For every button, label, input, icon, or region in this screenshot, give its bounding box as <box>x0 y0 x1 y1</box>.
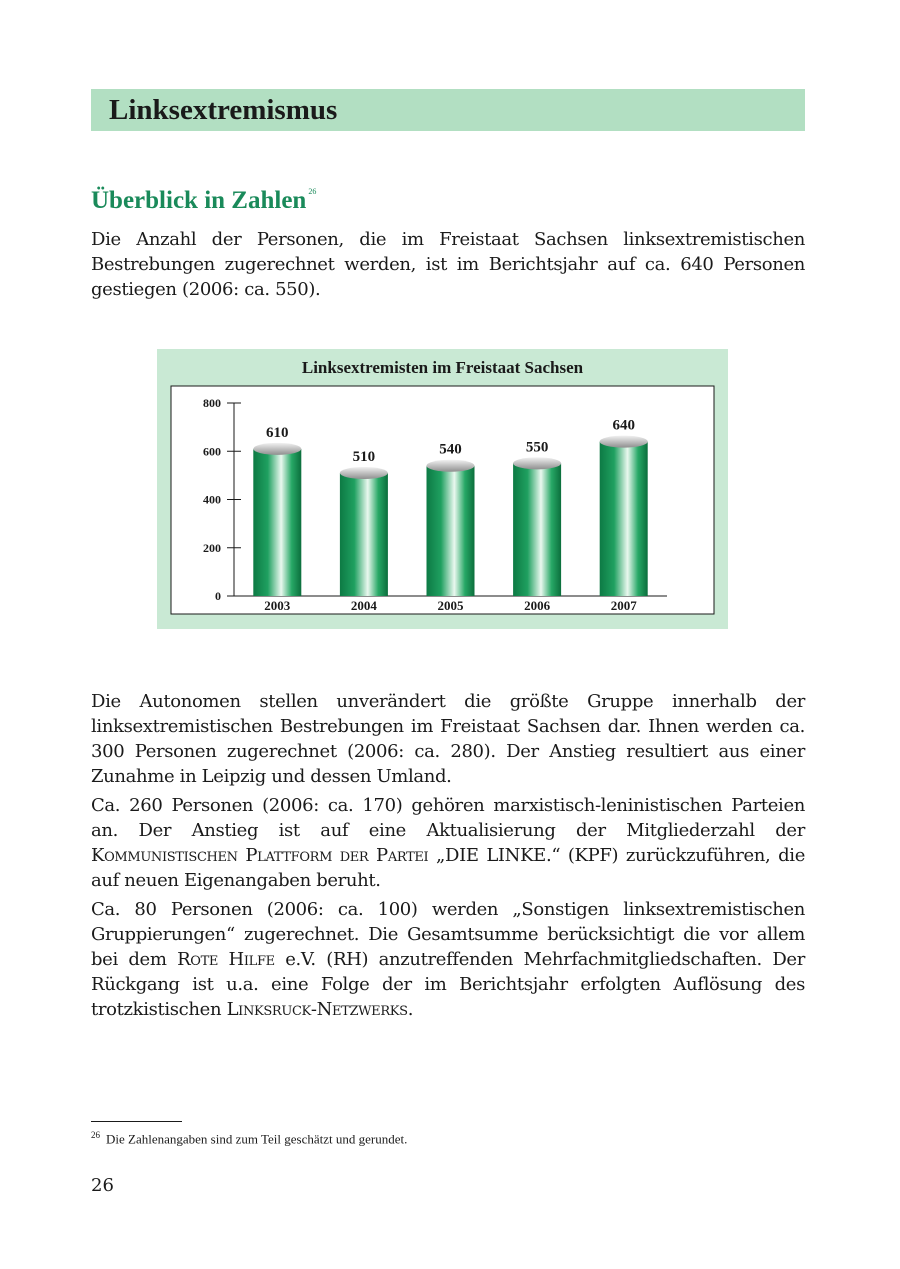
y-tick-label: 400 <box>203 492 221 507</box>
linksruck-name: Linksruck-Netzwerks <box>226 999 408 1020</box>
data-label: 540 <box>439 441 462 458</box>
bar <box>340 473 388 596</box>
bar-top <box>427 460 475 472</box>
y-tick-label: 0 <box>215 589 221 603</box>
data-label: 550 <box>525 439 549 456</box>
bar-top <box>600 436 648 448</box>
p4-text-b: e.V. (RH) anzutreffenden Mehrfachmitgliedschaften. Der Rückgang ist u.a. eine Folge der im Berichtsjahr erfolgten Auflösung des trotzkistischen <box>91 949 805 1020</box>
x-tick-label: 2004 <box>350 598 377 613</box>
data-label: 610 <box>266 424 289 441</box>
y-tick-label: 600 <box>203 444 221 459</box>
paragraph-parteien <box>91 793 805 893</box>
bar <box>600 442 648 596</box>
x-tick-label: 2003 <box>264 598 291 613</box>
data-label: 510 <box>352 448 376 465</box>
p3-text-b: „DIE LINKE.“ (KPF) zurückzuführen, die auf neuen Eigenangaben beruht. <box>91 845 805 891</box>
chart-panel <box>157 349 728 629</box>
bar-top <box>340 467 388 479</box>
subheading-text: Überblick in Zahlen <box>91 187 307 214</box>
bar <box>513 463 561 596</box>
x-tick-label: 2005 <box>437 598 464 613</box>
p4-text-c: . <box>407 999 414 1020</box>
paragraph-sonstige <box>91 897 805 1022</box>
footnote-number: 26 <box>91 1130 100 1140</box>
kpf-name: Kommunistischen Plattform der Partei <box>91 845 429 866</box>
footnote-divider <box>91 1121 182 1122</box>
footnote-text: Die Zahlenangaben sind zum Teil geschätzt und gerundet. <box>106 1131 408 1147</box>
bar <box>427 466 475 596</box>
section-title: Linksextremismus <box>109 94 338 126</box>
page-number: 26 <box>91 1175 114 1196</box>
p3-text-a: Ca. 260 Personen (2006: ca. 170) gehören marxistisch-leninistischen Parteien an. Der Anstieg ist auf eine Aktualisierung der Mitgliederzahl der <box>91 795 805 841</box>
section-header-band <box>91 89 805 131</box>
rote-hilfe-name: Rote Hilfe <box>177 949 275 970</box>
chart-title: Linksextremisten im Freistaat Sachsen <box>301 358 584 377</box>
p4-text-a: Ca. 80 Personen (2006: ca. 100) werden „Sonstigen linksextremistischen Gruppierungen“ zugerechnet. Die Gesamtsumme berücksichtigt die vor allem bei dem <box>91 899 805 970</box>
subheading <box>91 176 316 217</box>
bar-top <box>253 443 301 455</box>
bar <box>253 449 301 596</box>
y-tick-label: 800 <box>203 396 221 410</box>
paragraph-autonome: Die Autonomen stellen unverändert die größte Gruppe innerhalb der linksextremistischen Bestrebungen im Freistaat Sachsen dar. Ihnen werden ca. 300 Personen zugerechnet (2006: ca. 280). Der Anstieg resultiert aus einer Zunahme in Leipzig und dessen Umland. <box>91 691 805 787</box>
intro-paragraph: Die Anzahl der Personen, die im Freistaat Sachsen linksextremistischen Bestrebungen zugerechnet werden, ist im Berichtsjahr auf ca. 640 Personen gestiegen (2006: ca. 550). <box>91 229 805 300</box>
footnote-ref[interactable]: 26 <box>308 187 317 196</box>
data-label: 640 <box>612 417 635 434</box>
bar-top <box>513 457 561 469</box>
bar-chart <box>157 349 728 629</box>
x-tick-label: 2007 <box>610 598 637 613</box>
footnote <box>91 1126 407 1148</box>
x-tick-label: 2006 <box>524 598 551 613</box>
y-tick-label: 200 <box>203 540 221 555</box>
